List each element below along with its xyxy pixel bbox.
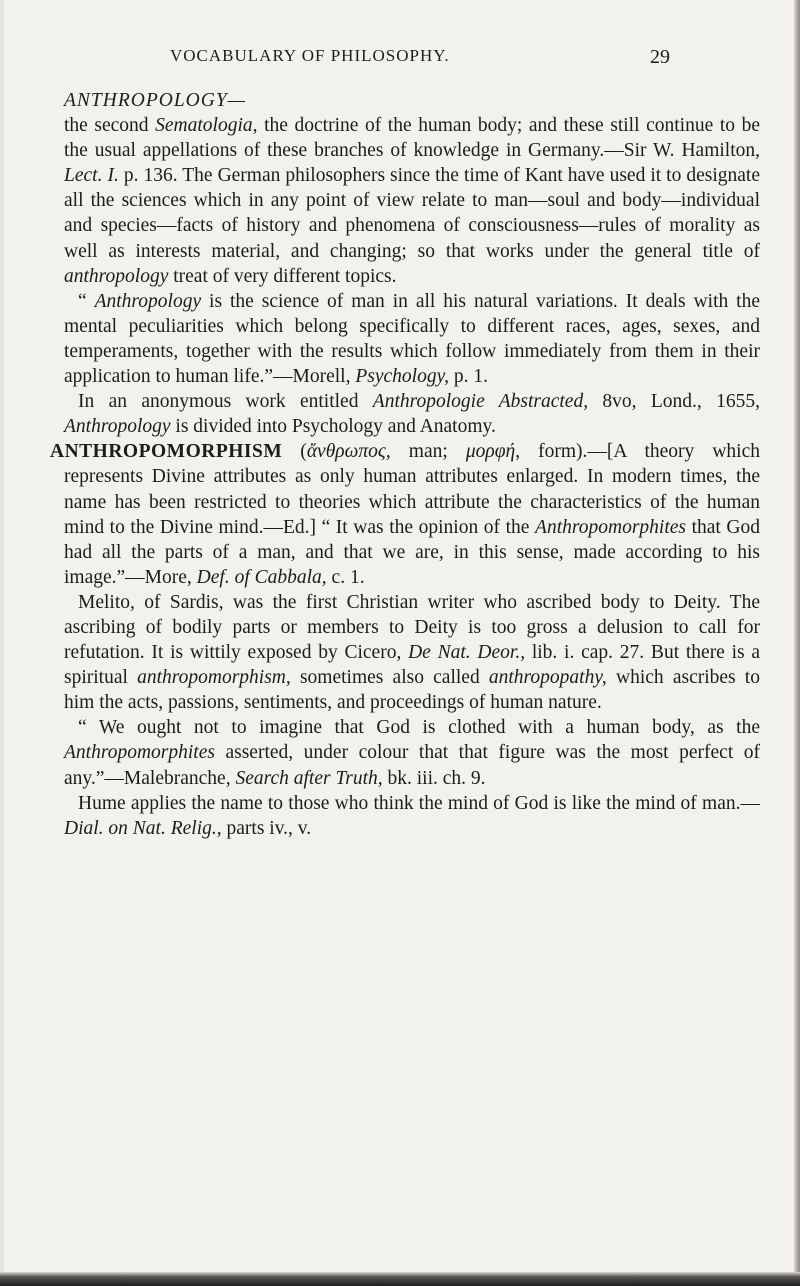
entry-term: ANTHROPOMORPHISM	[50, 441, 283, 463]
page-right-edge	[794, 0, 800, 1286]
paragraph-anonymous-work: In an anonymous work entitled Anthropologie Abstracted, 8vo, Lond., 1655, Anthropology is divided into Psychology and Anatomy.	[64, 391, 760, 438]
scan-bottom-edge	[0, 1272, 800, 1286]
running-title: VOCABULARY OF PHILOSOPHY.	[170, 46, 450, 65]
paragraph-melito: Melito, of Sardis, was the first Christian writer who ascribed body to Deity. The ascribing of bodily parts or members to Deity is too gross a delusion to call for refutation. It is wittily exposed by Cicero, De Nat. Deor., lib. i. cap. 27. But there is a spiritual anthropomorphism, sometimes also called anthropopathy, which ascribes to him the acts, passions, sentiments, and proceedings of human nature.	[64, 591, 761, 714]
section-heading: ANTHROPOLOGY—	[64, 90, 247, 111]
paragraph-hume: Hume applies the name to those who think the mind of God is like the mind of man.—Dial. on Nat. Relig., parts iv., v.	[64, 792, 760, 839]
paragraph-morell-quote: “ Anthropology is the science of man in all his natural variations. It deals with the mental peculiarities which belong specifically to different races, ages, sexes, and temperaments, together with the results which follow immediately from them in their application to human life.”—Morell, Psychology, p. 1.	[64, 290, 760, 388]
page-left-edge	[0, 0, 4, 1286]
page-number: 29	[650, 46, 670, 68]
paragraph-malebranche-quote: “ We ought not to imagine that God is clothed with a human body, as the Anthropomorphites asserted, under colour that that figure was the most perfect of any.”—Malebranche, Search after Truth, bk. iii. ch. 9.	[64, 717, 760, 789]
greek-anthropos: ἄνθρωπος	[306, 441, 386, 463]
page-body	[50, 88, 760, 841]
entry-anthropomorphism: ANTHROPOMORPHISM (ἄνθρωπος, man; μορφή, form).—[A theory which represents Divine attributes as only human attributes enlarged. In modern times, the name has been restricted to theories which attribute the characteristics of the human mind to the Divine mind.—Ed.] “ It was the opinion of the Anthropomorphites that God had all the parts of a man, and that we are, in this sense, made according to his image.”—More, Def. of Cabbala, c. 1.	[50, 441, 760, 588]
greek-morphe: μορφή	[465, 441, 516, 463]
paragraph-sematologia: the second Sematologia, the doctrine of the human body; and these still continue to be the usual appellations of these branches of knowledge in Germany.—Sir W. Hamilton, Lect. I. p. 136. The German philosophers since the time of Kant have used it to designate all the sciences which in any point of view relate to man—soul and body—individual and species—facts of history and phenomena of consciousness—rules of morality as well as interests material, and changing; so that works under the general title of anthropology treat of very different topics.	[64, 115, 760, 287]
